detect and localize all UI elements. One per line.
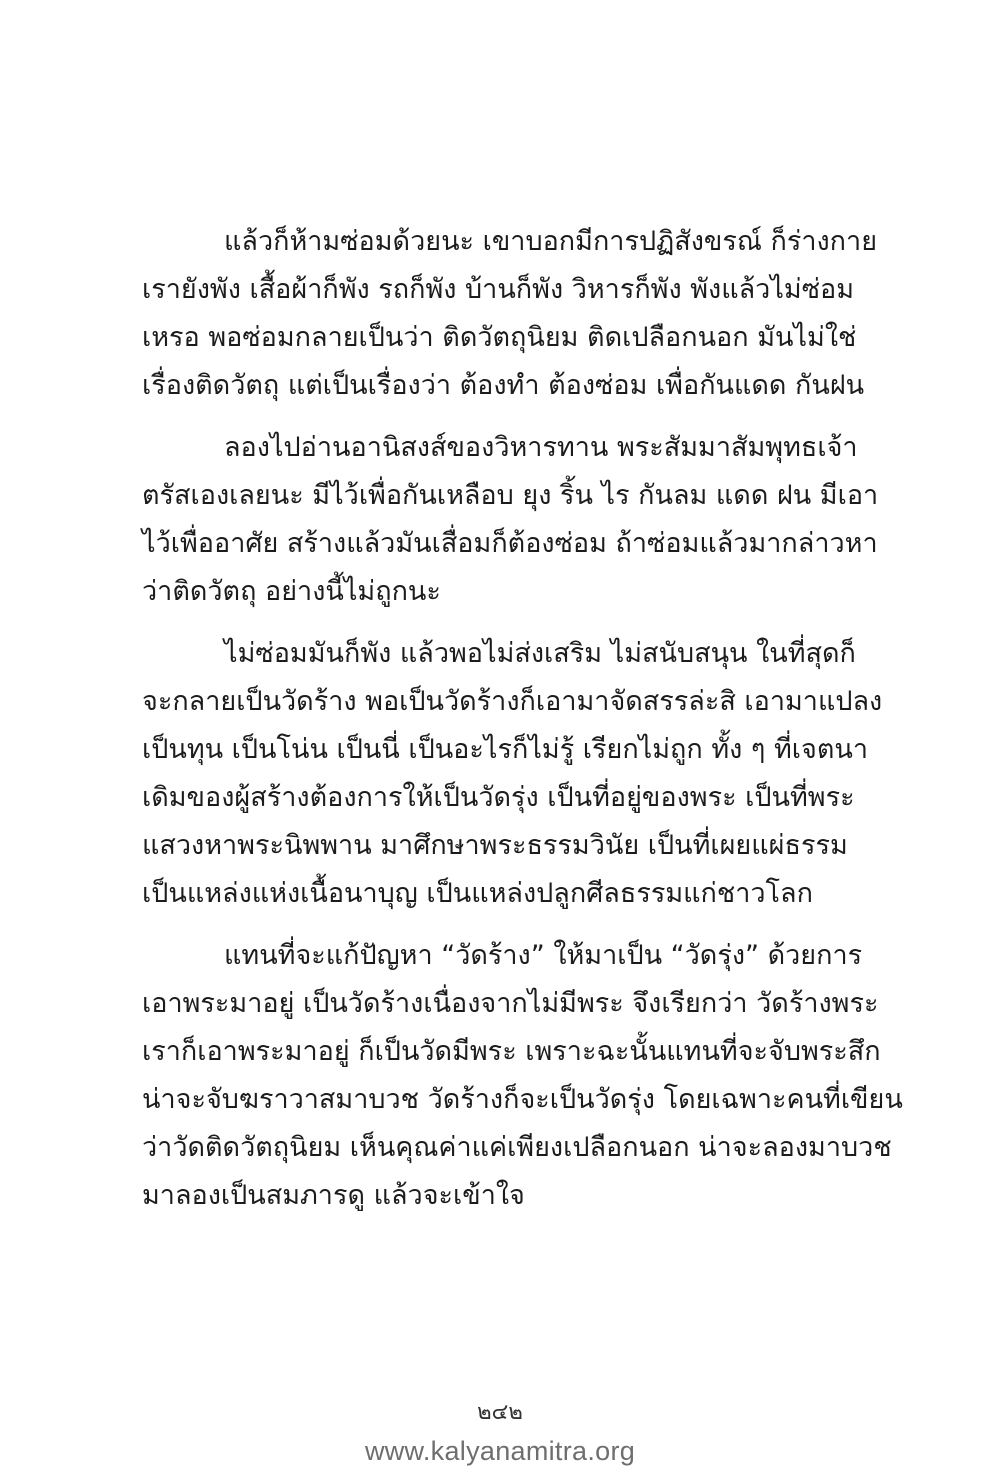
paragraph-1 [142,218,878,410]
text-line: เดิมของผู้สร้างต้องการให้เป็นวัดรุ่ง เป็นที่อยู่ของพระ เป็นที่พระ [142,782,855,813]
text-line: ไม่ซ่อมมันก็พัง แล้วพอไม่ส่งเสริม ไม่สนับสนุน ในที่สุดก็ [224,638,856,669]
text-line: ลองไปอ่านอานิสงส์ของวิหารทาน พระสัมมาสัมพุทธเจ้า [224,432,858,463]
page-number: ๒๔๒ [477,1400,523,1425]
text-line: เอาพระมาอยู่ เป็นวัดร้างเนื่องจากไม่มีพระ จึงเรียกว่า วัดร้างพระ [142,988,879,1019]
text-line: เป็นแหล่งแห่งเนื้อนาบุญ เป็นแหล่งปลูกศีลธรรมแก่ชาวโลก [142,878,813,909]
text-line: ว่าติดวัตถุ อย่างนี้ไม่ถูกนะ [142,576,441,607]
text-line: แล้วก็ห้ามซ่อมด้วยนะ เขาบอกมีการปฏิสังขรณ์ ก็ร่างกาย [224,226,878,257]
page-body [142,218,903,1234]
text-line: เป็นทุน เป็นโน่น เป็นนี่ เป็นอะไรก็ไม่รู้ เรียกไม่ถูก ทั้ง ๆ ที่เจตนา [142,734,868,765]
text-line: แสวงหาพระนิพพาน มาศึกษาพระธรรมวินัย เป็นที่เผยแผ่ธรรม [142,830,848,861]
text-line: น่าจะจับฆราวาสมาบวช วัดร้างก็จะเป็นวัดรุ่ง โดยเฉพาะคนที่เขียน [142,1084,903,1115]
text-line: จะกลายเป็นวัดร้าง พอเป็นวัดร้างก็เอามาจัดสรรล่ะสิ เอามาแปลง [142,686,883,717]
paragraph-4 [142,932,903,1220]
text-line: ว่าวัดติดวัตถุนิยม เห็นคุณค่าแค่เพียงเปลือกนอก น่าจะลองมาบวช [142,1132,892,1163]
text-line: เรายังพัง เสื้อผ้าก็พัง รถก็พัง บ้านก็พัง วิหารก็พัง พังแล้วไม่ซ่อม [142,274,855,305]
text-line: แทนที่จะแก้ปัญหา “วัดร้าง” ให้มาเป็น “วัดรุ่ง” ด้วยการ [224,940,863,971]
paragraph-2 [142,424,879,616]
paragraph-3 [142,630,883,918]
text-line: เราก็เอาพระมาอยู่ ก็เป็นวัดมีพระ เพราะฉะนั้นแทนที่จะจับพระสึก [142,1036,881,1067]
text-line: ตรัสเองเลยนะ มีไว้เพื่อกันเหลือบ ยุง ริ้น ไร กันลม แดด ฝน มีเอา [142,480,879,511]
text-line: มาลองเป็นสมภารดู แล้วจะเข้าใจ [142,1180,525,1211]
text-line: ไว้เพื่ออาศัย สร้างแล้วมันเสื่อมก็ต้องซ่อม ถ้าซ่อมแล้วมากล่าวหา [142,528,878,559]
text-line: เรื่องติดวัตถุ แต่เป็นเรื่องว่า ต้องทำ ต้องซ่อม เพื่อกันแดด กันฝน [142,370,865,401]
text-line: เหรอ พอซ่อมกลายเป็นว่า ติดวัตถุนิยม ติดเปลือกนอก มันไม่ใช่ [142,322,857,353]
footer-url: www.kalyanamitra.org [364,1436,636,1466]
